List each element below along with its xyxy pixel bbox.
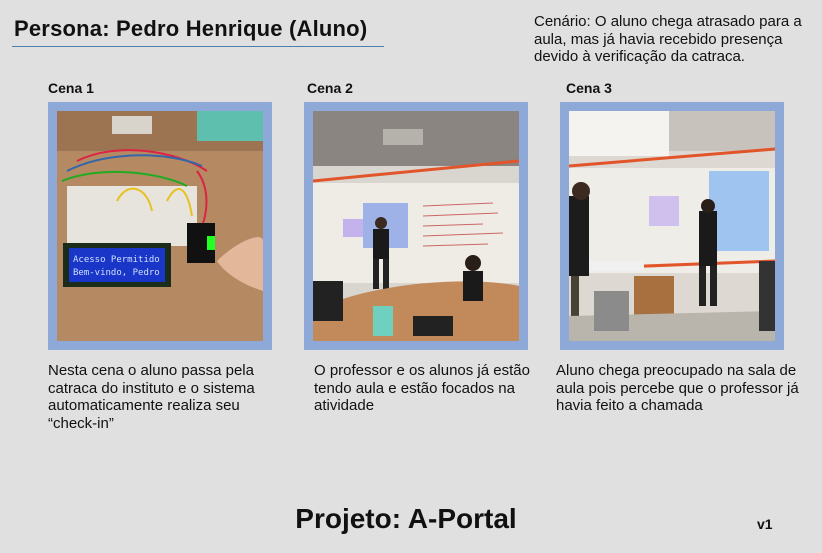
classroom-photo [313, 111, 519, 341]
project-title: Projeto: A-Portal [295, 503, 517, 534]
student-arrives-photo [569, 111, 775, 341]
scene-2-label: Cena 2 [307, 80, 353, 96]
persona-title: Persona: Pedro Henrique (Aluno) [14, 16, 368, 41]
scene-1-caption: Nesta cena o aluno passa pela catraca do instituto e o sistema automaticamente realiza seu “check-in” [48, 362, 255, 432]
scene-1-photo [48, 102, 272, 350]
scene-2-caption: O professor e os alunos já estão tendo aula e estão focados na atividade [314, 362, 530, 414]
lcd-line-1: Acesso Permitido [73, 255, 160, 265]
turnstile-prototype-photo [57, 111, 263, 341]
scene-1-label: Cena 1 [48, 80, 94, 96]
scene-3-caption: Aluno chega preocupado na sala de aula pois percebe que o professor já havia feito a chamada [556, 362, 799, 414]
scene-3-photo [560, 102, 784, 350]
title-underline [12, 46, 384, 47]
version-label: v1 [757, 516, 773, 532]
scene-3-label: Cena 3 [566, 80, 612, 96]
lcd-line-2: Bem-vindo, Pedro [73, 268, 160, 278]
scene-2-photo [304, 102, 528, 350]
scenario-text: Cenário: O aluno chega atrasado para a aula, mas já havia recebido presença devido à verificação da catraca. [534, 13, 802, 65]
